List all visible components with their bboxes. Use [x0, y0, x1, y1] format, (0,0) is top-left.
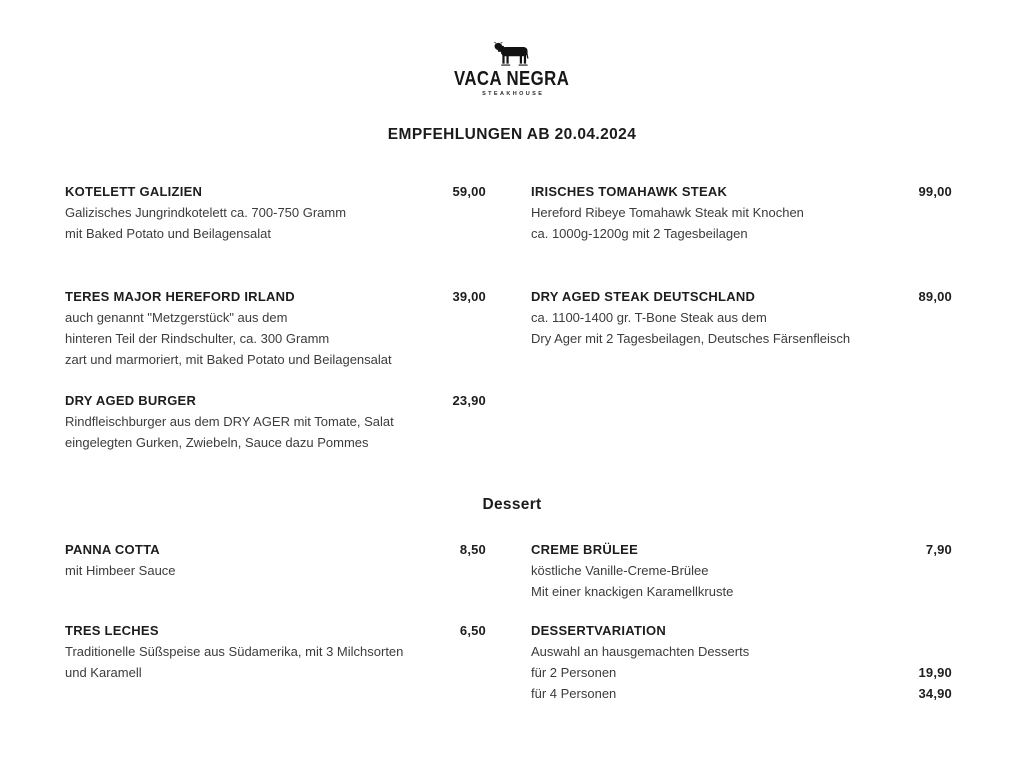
option-price: 34,90 [918, 686, 952, 701]
item-header [531, 181, 952, 202]
item-description-line: Rindfleischburger aus dem DRY AGER mit Tomate, Salat [65, 414, 394, 429]
item-description-line: Mit einer knackigen Karamellkruste [531, 584, 734, 599]
item-description-line: und Karamell [65, 665, 142, 680]
brand-name: VACA NEGRA [454, 68, 570, 90]
menu-row [65, 539, 952, 602]
menu-item-teres-major-hereford-irland [65, 286, 486, 370]
menu-item-panna-cotta [65, 539, 486, 602]
item-description-line: ca. 1000g-1200g mit 2 Tagesbeilagen [531, 226, 748, 241]
item-name: DRY AGED BURGER [65, 393, 197, 408]
item-header [531, 286, 952, 307]
item-description-line: zart und marmoriert, mit Baked Potato und Beilagensalat [65, 352, 392, 367]
menu-item-dry-aged-steak-deutschland [531, 286, 952, 370]
option-label: für 2 Personen [531, 665, 617, 680]
menu-row [65, 181, 952, 244]
item-header [531, 620, 952, 641]
menu-row [65, 620, 952, 704]
item-name: CREME BRÜLEE [531, 542, 639, 557]
mains-section [65, 181, 952, 453]
menu-item-creme-brulee [531, 539, 952, 602]
menu-item-dessertvariation [531, 620, 952, 704]
item-header [65, 286, 486, 307]
item-description-line: Hereford Ribeye Tomahawk Steak mit Knochen [531, 205, 804, 220]
item-description-line: Galizisches Jungrindkotelett ca. 700-750 Gramm [65, 205, 347, 220]
page-title: EMPFEHLUNGEN AB 20.04.2024 [387, 126, 637, 143]
item-description-line: hinteren Teil der Rindschulter, ca. 300 Gramm [65, 331, 330, 346]
item-name: KOTELETT GALIZIEN [65, 184, 203, 199]
dessert-section [65, 539, 952, 704]
option-price: 19,90 [918, 665, 952, 680]
item-name: PANNA COTTA [65, 542, 160, 557]
item-description-line: Traditionelle Süßspeise aus Südamerika, mit 3 Milchsorten [65, 644, 404, 659]
dessert-option-4-persons [531, 683, 952, 704]
brand-tagline: STEAKHOUSE [482, 91, 545, 97]
item-price: 89,00 [918, 289, 952, 304]
item-price: 59,00 [452, 184, 486, 199]
menu-item-dry-aged-burger [65, 390, 486, 453]
menu-row [65, 390, 952, 453]
item-description-line: Dry Ager mit 2 Tagesbeilagen, Deutsches Färsenfleisch [531, 331, 851, 346]
item-price: 7,90 [925, 542, 952, 557]
item-price: 39,00 [452, 289, 486, 304]
item-description-line: köstliche Vanille-Creme-Brülee [531, 563, 709, 578]
item-header [65, 390, 486, 411]
item-price: 99,00 [918, 184, 952, 199]
menu-item-kotelett-galizien [65, 181, 486, 244]
item-description-line: Auswahl an hausgemachten Desserts [531, 644, 750, 659]
item-header [531, 539, 952, 560]
item-header [65, 181, 486, 202]
logo [0, 0, 1024, 99]
dessert-section-title: Dessert [482, 496, 542, 513]
item-price: 8,50 [459, 542, 486, 557]
item-name: DESSERTVARIATION [531, 623, 666, 638]
menu-item-irisches-tomahawk-steak [531, 181, 952, 244]
item-description-line: eingelegten Gurken, Zwiebeln, Sauce dazu Pommes [65, 435, 369, 450]
menu-item-empty-cell [531, 390, 952, 453]
item-name: TRES LECHES [65, 623, 159, 638]
item-price: 6,50 [459, 623, 486, 638]
dessert-option-2-persons [531, 662, 952, 683]
menu-row [65, 286, 952, 370]
item-description-line: mit Baked Potato und Beilagensalat [65, 226, 271, 241]
item-header [65, 539, 486, 560]
cow-icon [492, 40, 532, 68]
item-name: TERES MAJOR HEREFORD IRLAND [65, 289, 295, 304]
item-name: DRY AGED STEAK DEUTSCHLAND [531, 289, 756, 304]
item-price: 23,90 [452, 393, 486, 408]
menu-item-tres-leches [65, 620, 486, 704]
option-label: für 4 Personen [531, 686, 617, 701]
item-description-line: mit Himbeer Sauce [65, 563, 176, 578]
item-description-line: ca. 1100-1400 gr. T-Bone Steak aus dem [531, 310, 767, 325]
item-header [65, 620, 486, 641]
item-description-line: auch genannt "Metzgerstück" aus dem [65, 310, 288, 325]
item-name: IRISCHES TOMAHAWK STEAK [531, 184, 728, 199]
